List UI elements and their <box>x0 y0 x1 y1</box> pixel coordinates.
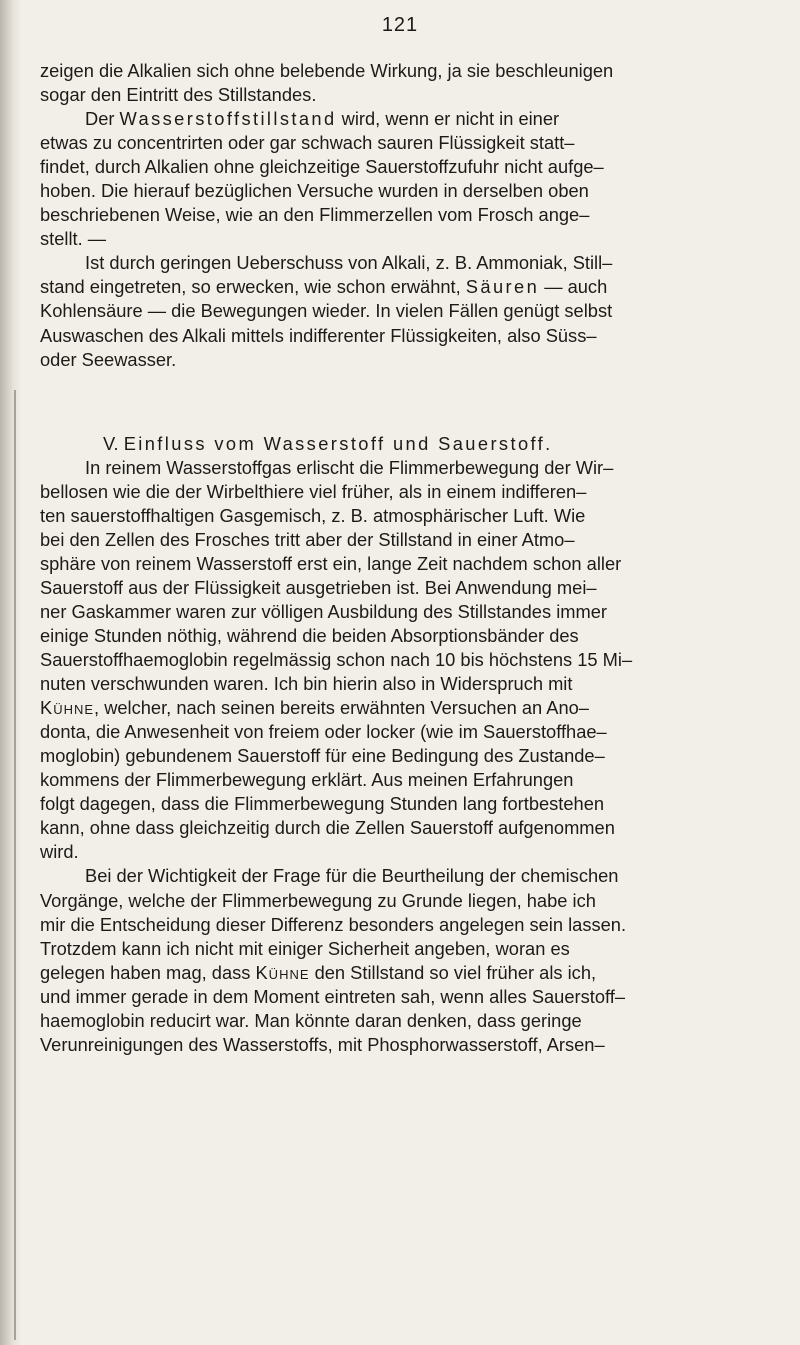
text-line: moglobin) gebundenem Sauerstoff für eine Bedingung des Zustande– <box>40 745 605 767</box>
text-line: folgt dagegen, dass die Flimmerbewegung Stunden lang fortbestehen <box>40 793 605 815</box>
text-line: etwas zu concentrirten oder gar schwach sauren Flüssigkeit statt– <box>40 132 575 154</box>
text-line: Auswaschen des Alkali mittels indifferenter Flüssigkeiten, also Süss– <box>40 324 597 346</box>
text-line: gelegen haben mag, dass Kühne den Stillstand so viel früher als ich, <box>40 961 597 983</box>
text-line: mir die Entscheidung dieser Differenz besonders angelegen sein lassen. <box>40 913 627 935</box>
text-line: stellt. — <box>40 228 107 250</box>
text-line: sphäre von reinem Wasserstoff erst ein, lange Zeit nachdem schon aller <box>40 552 622 574</box>
page-number: 121 <box>381 14 419 36</box>
text-line: donta, die Anwesenheit von freiem oder locker (wie im Sauerstoffhae– <box>40 721 607 743</box>
text-line: Bei der Wichtigkeit der Frage für die Beurtheilung der chemischen <box>85 865 619 887</box>
text-line: zeigen die Alkalien sich ohne belebende Wirkung, ja sie beschleunigen <box>40 60 614 81</box>
text-line: einige Stunden nöthig, während die beiden Absorptionsbänder des <box>40 624 579 646</box>
text-line: Vorgänge, welche der Flimmerbewegung zu Grunde liegen, habe ich <box>40 889 596 911</box>
text-line: beschriebenen Weise, wie an den Flimmerzellen vom Frosch ange– <box>40 204 590 226</box>
text-line: wird. <box>40 841 79 863</box>
text-line: hoben. Die hierauf bezüglichen Versuche wurden in derselben oben <box>40 180 589 202</box>
text-line: findet, durch Alkalien ohne gleichzeitige Sauerstoffzufuhr nicht aufge– <box>40 156 604 178</box>
section-spacing <box>40 372 788 432</box>
text-line: Ist durch geringen Ueberschuss von Alkali, z. B. Ammoniak, Still– <box>85 252 613 274</box>
text-line: Verunreinigungen des Wasserstoffs, mit Phosphorwasserstoff, Arsen– <box>40 1033 605 1055</box>
text-line: nuten verschwunden waren. Ich bin hierin also in Widerspruch mit <box>40 673 573 695</box>
text-line: haemoglobin reducirt war. Man könnte daran denken, dass geringe <box>40 1009 582 1031</box>
author-name: Kühne <box>255 961 310 983</box>
text-line: und immer gerade in dem Moment eintreten sah, wenn alles Sauerstoff– <box>40 985 625 1007</box>
text-line: bellosen wie die der Wirbelthiere viel früher, als in einem indifferen– <box>40 480 587 502</box>
section-heading: V. Einfluss vom Wasserstoff und Sauerstoff. <box>103 432 553 454</box>
text-line: Kühne, welcher, nach seinen bereits erwähnten Versuchen an Ano– <box>40 697 589 719</box>
emphasis-term: Säuren <box>465 276 540 298</box>
text-line: ten sauerstoffhaltigen Gasgemisch, z. B. atmosphärischer Luft. Wie <box>40 504 586 526</box>
text-line: ner Gaskammer waren zur völligen Ausbildung des Stillstandes immer <box>40 600 607 622</box>
emphasis-term: Wasserstoffstillstand <box>119 108 337 130</box>
text-line: Der Wasserstoffstillstand wird, wenn er nicht in einer <box>85 108 560 130</box>
text-line: sogar den Eintritt des Stillstandes. <box>40 84 317 106</box>
text-line: kommens der Flimmerbewegung erklärt. Aus meinen Erfahrungen <box>40 769 574 791</box>
text-line: stand eingetreten, so erwecken, wie schon erwähnt, Säuren — auch <box>40 276 608 298</box>
text-line: In reinem Wasserstoffgas erlischt die Flimmerbewegung der Wir– <box>85 456 614 478</box>
text-line: kann, ohne dass gleichzeitig durch die Zellen Sauerstoff aufgenommen <box>40 817 615 839</box>
text-line: Sauerstoffhaemoglobin regelmässig schon nach 10 bis höchstens 15 Mi– <box>40 649 633 671</box>
text-line: Trotzdem kann ich nicht mit einiger Sicherheit angeben, woran es <box>40 937 570 959</box>
text-line: oder Seewasser. <box>40 348 177 370</box>
body-text <box>40 59 788 1057</box>
page-edge-shadow <box>0 0 22 1345</box>
text-line: Sauerstoff aus der Flüssigkeit ausgetrieben ist. Bei Anwendung mei– <box>40 576 597 598</box>
binding-gutter-line <box>14 390 16 1340</box>
text-line: Kohlensäure — die Bewegungen wieder. In vielen Fällen genügt selbst <box>40 300 613 322</box>
text-line: bei den Zellen des Frosches tritt aber der Stillstand in einer Atmo– <box>40 528 575 550</box>
author-name: Kühne <box>40 697 95 719</box>
